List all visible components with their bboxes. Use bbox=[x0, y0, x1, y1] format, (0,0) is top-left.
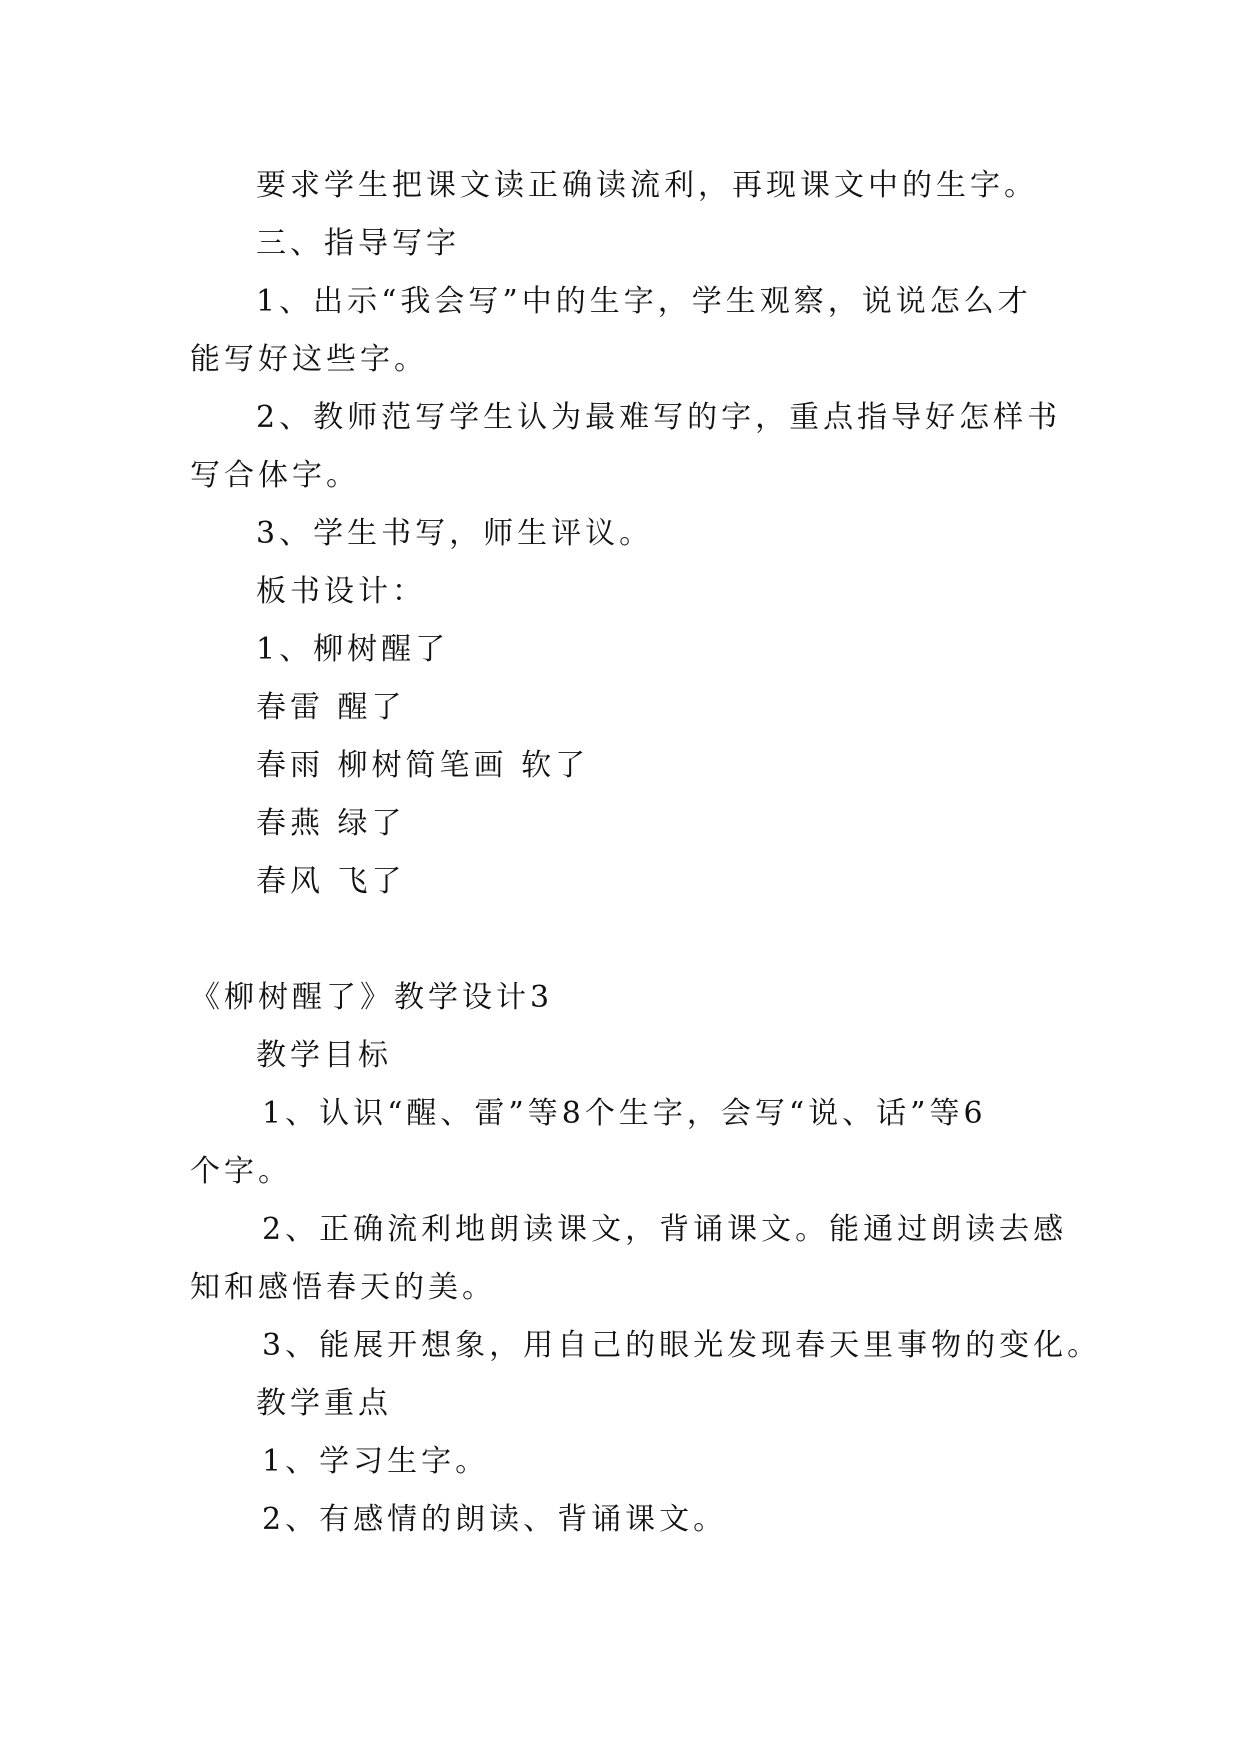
list-item-3: 3、学生书写，师生评议。 bbox=[256, 516, 654, 551]
goal-2-line-1: 2、正确流利地朗读课文，背诵课文。能通过朗读去感 bbox=[262, 1212, 1068, 1247]
document-title: 《柳树醒了》教学设计3 bbox=[190, 980, 554, 1015]
focus-2: 2、有感情的朗读、背诵课文。 bbox=[262, 1502, 728, 1537]
board-design-row-2: 春雨 柳树简笔画 软了 bbox=[256, 748, 590, 783]
goal-2-line-2: 知和感悟春天的美。 bbox=[190, 1270, 496, 1305]
board-design-title: 1、柳树醒了 bbox=[256, 632, 450, 667]
section-heading-teaching-goals: 教学目标 bbox=[256, 1038, 392, 1073]
goal-1-line-2: 个字。 bbox=[190, 1154, 292, 1189]
list-item-1-line-2: 能写好这些字。 bbox=[190, 342, 428, 377]
board-design-row-4: 春风 飞了 bbox=[256, 864, 406, 899]
section-heading-teaching-focus: 教学重点 bbox=[256, 1386, 392, 1421]
board-design-row-1: 春雷 醒了 bbox=[256, 690, 406, 725]
goal-1-line-1: 1、认识“醒、雷”等8个生字，会写“说、话”等6 bbox=[262, 1096, 987, 1131]
list-item-2-line-2: 写合体字。 bbox=[190, 458, 360, 493]
board-design-heading: 板书设计： bbox=[256, 574, 426, 609]
paragraph-reading-requirement: 要求学生把课文读正确读流利，再现课文中的生字。 bbox=[256, 168, 1038, 203]
section-heading-writing-guidance: 三、指导写字 bbox=[256, 226, 460, 261]
list-item-1-line-1: 1、出示“我会写”中的生字，学生观察，说说怎么才 bbox=[256, 284, 1032, 319]
list-item-2-line-1: 2、教师范写学生认为最难写的字，重点指导好怎样书 bbox=[256, 400, 1062, 435]
focus-1: 1、学习生字。 bbox=[262, 1444, 490, 1479]
goal-3: 3、能展开想象，用自己的眼光发现春天里事物的变化。 bbox=[262, 1328, 1102, 1363]
board-design-row-3: 春燕 绿了 bbox=[256, 806, 406, 841]
